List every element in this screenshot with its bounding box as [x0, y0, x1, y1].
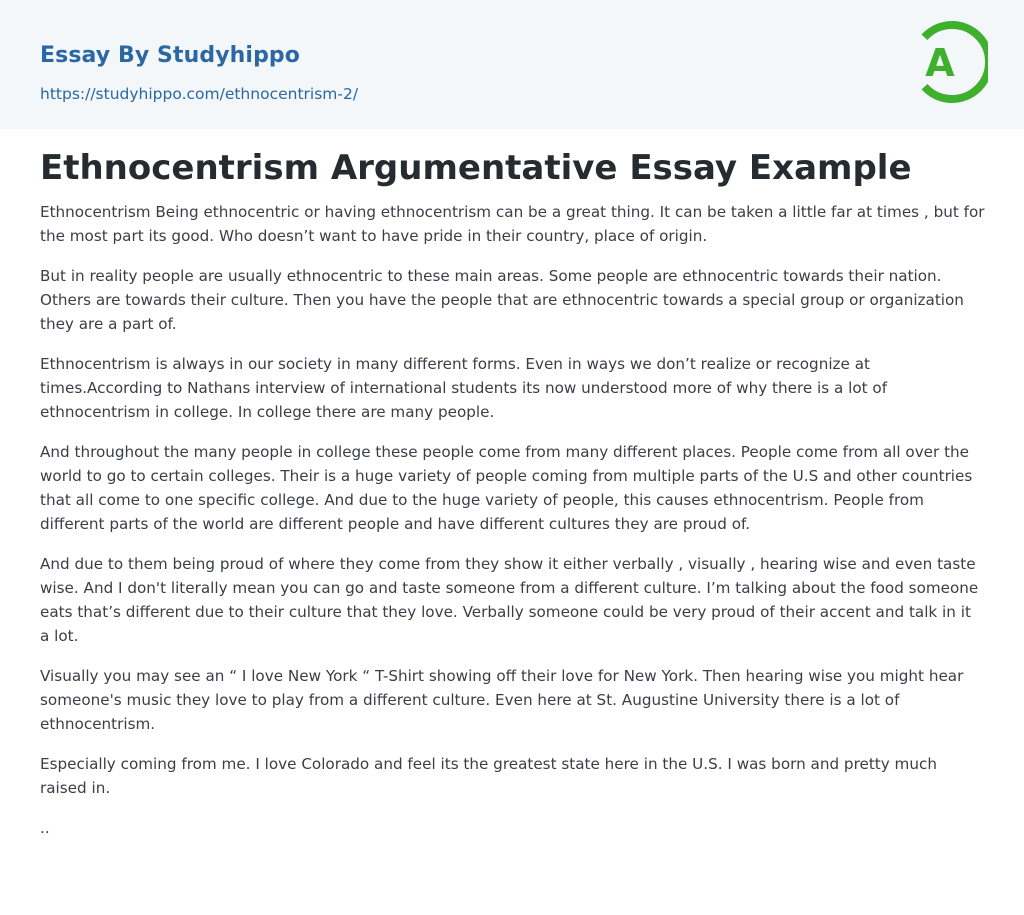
essay-paragraph: Especially coming from me. I love Colorado and feel its the greatest state here in the U.S. I was born and pretty much raised in. — [40, 755, 937, 797]
essay-paragraph: But in reality people are usually ethnocentric to these main areas. Some people are ethnocentric towards their nation. Others are towards their culture. Then you have the people that are ethnocentric towards a special group or organization they are a part of. — [40, 267, 964, 333]
article-body — [40, 146, 985, 856]
essay-paragraph: Ethnocentrism is always in our society in many different forms. Even in ways we don’t realize or recognize at times.According to Nathans interview of international students its now understood more of why there is a lot of ethnocentrism in college. In college there are many people. — [40, 355, 888, 421]
essay-ellipsis: .. — [40, 819, 50, 837]
site-header — [0, 0, 1024, 129]
essay-paragraph: And throughout the many people in college these people come from many different places. People come from all over the world to go to certain colleges. Their is a huge variety of people coming from multiple parts of the U.S and other countries that all come to one specific college. And due to the huge variety of people, this causes ethnocentrism. People from different parts of the world are different people and have different cultures they are proud of. — [40, 443, 973, 533]
brand-title[interactable]: Essay By Studyhippo — [40, 43, 300, 68]
logo-letter: A — [925, 41, 955, 85]
page-title: Ethnocentrism Argumentative Essay Example — [40, 148, 912, 188]
essay-url-link[interactable]: https://studyhippo.com/ethnocentrism-2/ — [40, 85, 359, 103]
essay-paragraph: Visually you may see an “ I love New York “ T-Shirt showing off their love for New York. Then hearing wise you might hear someone's music they love to play from a different culture. Even here at St. Augustine University there is a lot of ethnocentrism. — [40, 667, 964, 733]
essay-paragraph: Ethnocentrism Being ethnocentric or having ethnocentrism can be a great thing. It can be taken a little far at times , but for the most part its good. Who doesn’t want to have pride in their country, place of origin. — [40, 203, 985, 245]
studyhippo-logo-icon[interactable] — [910, 18, 988, 106]
essay-paragraph: And due to them being proud of where they come from they show it either verbally , visually , hearing wise and even taste wise. And I don't literally mean you can go and taste someone from a different culture. I’m talking about the food someone eats that’s different due to their culture that they love. Verbally someone could be very proud of their accent and talk in it a lot. — [40, 555, 979, 645]
